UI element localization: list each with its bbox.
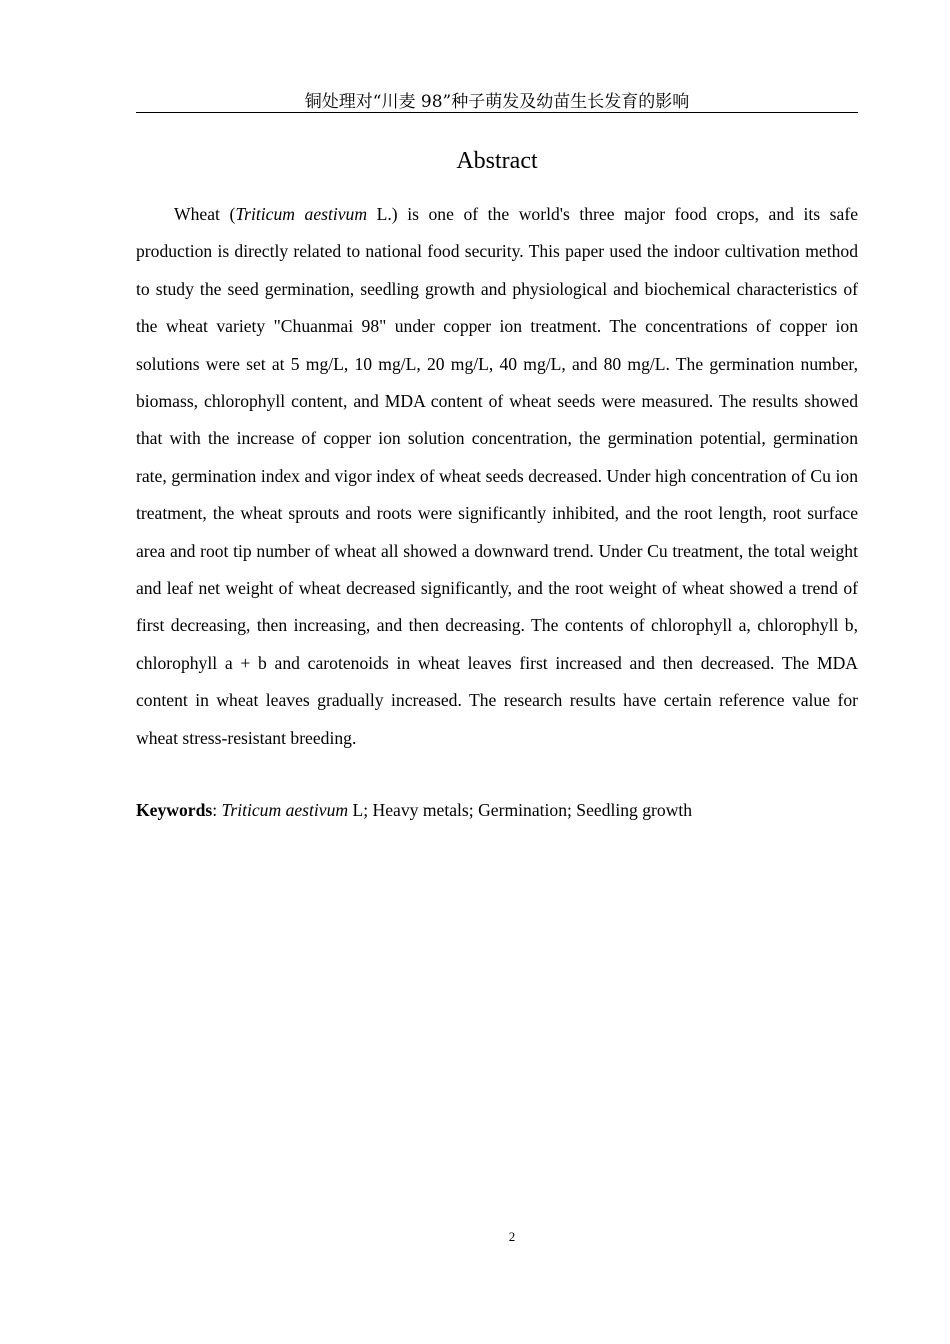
abstract-intro-after: L.) is one of the world's three major food crops, and its safe production is directly related to national food security. This paper used the indoor cultivation method to study the seed germination, seedling growth and physiological and biochemical characteristics of the wheat variety "Chuanmai 98" under copper ion treatment. The concentrations of copper ion solutions were set at 5 mg/L, 10 mg/L, 20 mg/L, 40 mg/L, and 80 mg/L. The germination number, biomass, chlorophyll content, and MDA content of wheat seeds were measured. The results showed that with the increase of copper ion solution concentration, the germination potential, germination rate, germination index and vigor index of wheat seeds decreased. Under high concentration of Cu ion treatment, the wheat sprouts and roots were significantly inhibited, and the root length, root surface area and root tip number of wheat all showed a downward trend. Under Cu treatment, the total weight and leaf net weight of wheat decreased significantly, and the root weight of wheat showed a trend of first decreasing, then increasing, and then decreasing. The contents of chlorophyll a, chlorophyll b, chlorophyll a + b and carotenoids in wheat leaves first increased and then decreased. The MDA content in wheat leaves gradually increased. The research results have certain reference value for wheat stress-resistant breeding. (136, 204, 859, 748)
keywords-species-name: Triticum aestivum (221, 800, 349, 820)
keywords-separator: : (212, 800, 222, 820)
keywords-rest: L; Heavy metals; Germination; Seedling growth (348, 800, 693, 820)
page-header (136, 92, 858, 113)
keywords-label: Keywords (136, 800, 213, 820)
abstract-heading: Abstract (456, 148, 538, 174)
abstract-intro-before: Wheat ( (174, 204, 236, 224)
keywords-line (136, 797, 858, 823)
page-number: 2 (508, 1229, 516, 1244)
abstract-paragraph (136, 196, 858, 757)
header-title: 铜处理对“川麦 98”种子萌发及幼苗生长发育的影响 (304, 92, 690, 112)
abstract-species-name: Triticum aestivum (235, 204, 368, 224)
